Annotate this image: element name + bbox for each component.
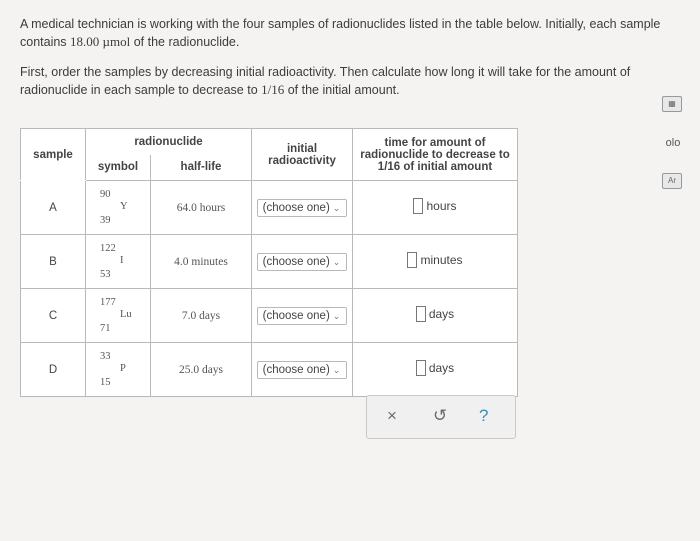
time-cell bbox=[353, 181, 518, 235]
radioactivity-cell bbox=[252, 181, 353, 235]
radionuclide-table bbox=[20, 128, 518, 397]
atomic-number: 15 bbox=[100, 376, 111, 388]
mass-number: 33 bbox=[100, 350, 111, 362]
sample-label: B bbox=[21, 235, 86, 289]
chevron-down-icon: ⌄ bbox=[332, 364, 341, 375]
instructions-text-b: of the initial amount. bbox=[284, 83, 400, 97]
undo-icon[interactable]: ↺ bbox=[433, 406, 448, 425]
select-value: (choose one) bbox=[262, 201, 330, 214]
chart-icon[interactable] bbox=[664, 136, 682, 150]
time-input[interactable] bbox=[416, 306, 426, 322]
table-row bbox=[21, 235, 518, 289]
time-unit: days bbox=[428, 307, 455, 321]
header-time bbox=[353, 129, 518, 181]
select-value: (choose one) bbox=[262, 255, 330, 268]
half-life-value: 4.0 minutes bbox=[174, 255, 228, 268]
half-life-value: 64.0 hours bbox=[176, 201, 226, 214]
isotope-symbol bbox=[86, 181, 151, 235]
radioactivity-select[interactable] bbox=[257, 307, 348, 325]
time-input[interactable] bbox=[407, 252, 417, 268]
header-time-line2: radionuclide to decrease to bbox=[360, 148, 510, 161]
header-time-line1: time for amount of bbox=[384, 136, 486, 149]
isotope-symbol bbox=[86, 289, 151, 343]
header-initial-radioactivity bbox=[252, 129, 353, 181]
sample-label: C bbox=[21, 289, 86, 343]
header-sample: sample bbox=[21, 129, 86, 181]
half-life-cell bbox=[151, 289, 252, 343]
mass-number: 90 bbox=[100, 188, 111, 200]
fraction: 1/16 bbox=[261, 82, 285, 97]
intro-line-1: A medical technician is working with the four samples of radionuclides listed in the table below. Initially, each sample bbox=[20, 17, 661, 31]
help-icon[interactable]: ? bbox=[479, 406, 489, 425]
time-cell bbox=[353, 343, 518, 397]
radioactivity-select[interactable] bbox=[257, 253, 348, 271]
text-tool-glyph: Ar bbox=[668, 176, 676, 185]
initial-amount: 18.00 µmol bbox=[70, 34, 131, 49]
instructions-line-2 bbox=[20, 81, 680, 99]
instructions-text-a: radionuclide in each sample to decrease to bbox=[20, 83, 262, 97]
time-unit: days bbox=[428, 361, 455, 375]
sample-label: D bbox=[21, 343, 86, 397]
isotope-symbol bbox=[86, 235, 151, 289]
header-half-life: half-life bbox=[151, 155, 252, 181]
element-symbol: Lu bbox=[120, 308, 132, 320]
half-life-cell bbox=[151, 181, 252, 235]
isotope-symbol bbox=[86, 343, 151, 397]
time-unit: minutes bbox=[420, 253, 463, 267]
header-initial-line2: radioactivity bbox=[268, 154, 336, 167]
header-initial-line1: initial bbox=[286, 142, 318, 155]
intro-text-a: contains bbox=[20, 35, 71, 49]
intro-line-2 bbox=[20, 33, 700, 51]
time-input[interactable] bbox=[413, 198, 423, 214]
table-row bbox=[21, 289, 518, 343]
select-value: (choose one) bbox=[262, 309, 330, 322]
close-icon[interactable]: × bbox=[387, 406, 397, 425]
atomic-number: 71 bbox=[100, 322, 111, 334]
sample-label: A bbox=[21, 181, 86, 235]
calculator-icon[interactable] bbox=[662, 96, 682, 112]
text-tool-icon[interactable] bbox=[662, 173, 682, 189]
table-row bbox=[21, 181, 518, 235]
time-cell bbox=[353, 235, 518, 289]
header-time-line3: 1/16 of initial amount bbox=[377, 160, 493, 173]
element-symbol: Y bbox=[120, 200, 128, 212]
half-life-value: 25.0 days bbox=[178, 363, 224, 376]
problem-instructions bbox=[20, 64, 680, 99]
atomic-number: 39 bbox=[100, 214, 111, 226]
element-symbol: I bbox=[120, 254, 124, 266]
half-life-cell bbox=[151, 343, 252, 397]
problem-intro bbox=[20, 16, 700, 51]
mass-number: 122 bbox=[100, 242, 116, 254]
chevron-down-icon: ⌄ bbox=[332, 256, 341, 267]
intro-text-b: of the radionuclide. bbox=[130, 35, 240, 49]
table-row bbox=[21, 343, 518, 397]
calculator-glyph: ▦ bbox=[668, 99, 676, 108]
time-cell bbox=[353, 289, 518, 343]
half-life-cell bbox=[151, 235, 252, 289]
time-input[interactable] bbox=[416, 360, 426, 376]
element-symbol: P bbox=[120, 362, 126, 374]
atomic-number: 53 bbox=[100, 268, 111, 280]
time-unit: hours bbox=[426, 199, 457, 213]
radioactivity-cell bbox=[252, 289, 353, 343]
radioactivity-select[interactable] bbox=[257, 199, 348, 217]
radioactivity-cell bbox=[252, 343, 353, 397]
header-radionuclide: radionuclide bbox=[86, 129, 252, 155]
instructions-line-1: First, order the samples by decreasing initial radioactivity. Then calculate how long it will take for the amount of bbox=[20, 65, 631, 79]
select-value: (choose one) bbox=[262, 363, 330, 376]
chevron-down-icon: ⌄ bbox=[332, 202, 341, 213]
radioactivity-select[interactable] bbox=[257, 361, 348, 379]
radioactivity-cell bbox=[252, 235, 353, 289]
chevron-down-icon: ⌄ bbox=[332, 310, 341, 321]
mass-number: 177 bbox=[100, 296, 116, 308]
header-symbol: symbol bbox=[86, 155, 151, 181]
half-life-value: 7.0 days bbox=[181, 309, 221, 322]
chart-glyph: olo bbox=[665, 137, 681, 149]
answer-toolbar bbox=[366, 395, 516, 439]
